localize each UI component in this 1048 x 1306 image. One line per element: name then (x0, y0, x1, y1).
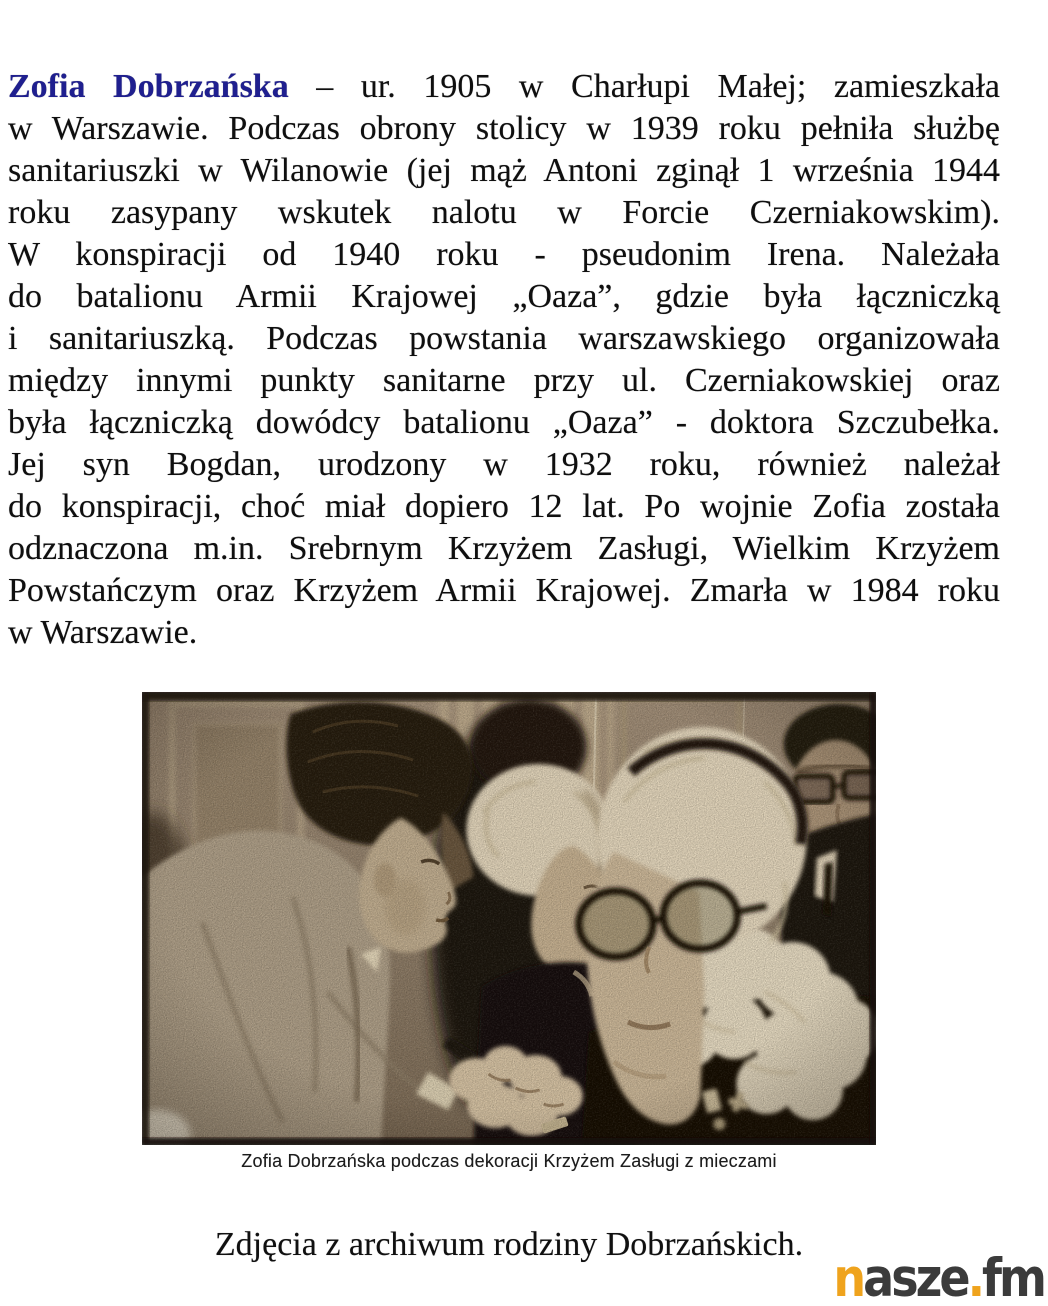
article-line: sanitariuszki w Wilanowie (jej mąż Antoni zginął 1 września 1944 (8, 152, 1000, 189)
article-line: W konspiracji od 1940 roku - pseudonim Irena. Należała (8, 236, 1000, 273)
article-line (8, 66, 1000, 108)
logo-text-asze: asze (863, 1247, 968, 1306)
logo-letter-n: n (833, 1247, 864, 1306)
article-line: do konspiracji, choć miał dopiero 12 lat. Po wojnie Zofia została (8, 488, 1000, 525)
article-line: odznaczona m.in. Srebrnym Krzyżem Zasługi, Wielkim Krzyżem (8, 530, 1000, 567)
logo-dot: . (967, 1247, 983, 1306)
decoration-ceremony-photo (142, 692, 876, 1145)
photo-credit: Zdjęcia z archiwum rodziny Dobrzańskich. (214, 1226, 804, 1263)
article-line: do batalionu Armii Krajowej „Oaza”, gdzie była łączniczką (8, 278, 1000, 315)
photo-figure (142, 692, 876, 1172)
article-line: między innymi punkty sanitarne przy ul. Czerniakowskiej oraz (8, 362, 1000, 399)
article-line: i sanitariuszką. Podczas powstania warszawskiego organizowała (8, 320, 1000, 357)
logo-text-fm: fm (982, 1247, 1044, 1306)
article-line: była łączniczką dowódcy batalionu „Oaza” - doktora Szczubełka. (8, 404, 1000, 441)
article-line-text: – ur. 1905 w Charłupi Małej; zamieszkała (288, 68, 1000, 105)
article-line: roku zasypany wskutek nalotu w Forcie Czerniakowskim). (8, 194, 1000, 231)
photo-caption: Zofia Dobrzańska podczas dekoracji Krzyżem Zasługi z mieczami (241, 1151, 777, 1171)
article-line: w Warszawie. Podczas obrony stolicy w 1939 roku pełniła służbę (8, 110, 1000, 147)
nasze-fm-logo (833, 1247, 1044, 1306)
biography-text (8, 66, 1000, 654)
article-line: w Warszawie. (8, 614, 198, 651)
person-name: Zofia Dobrzańska (8, 68, 289, 105)
article-line: Powstańczym oraz Krzyżem Armii Krajowej. Zmarła w 1984 roku (8, 572, 1000, 609)
photo-frame (142, 692, 876, 1145)
article-line: Jej syn Bogdan, urodzony w 1932 roku, również należał (8, 446, 1000, 483)
